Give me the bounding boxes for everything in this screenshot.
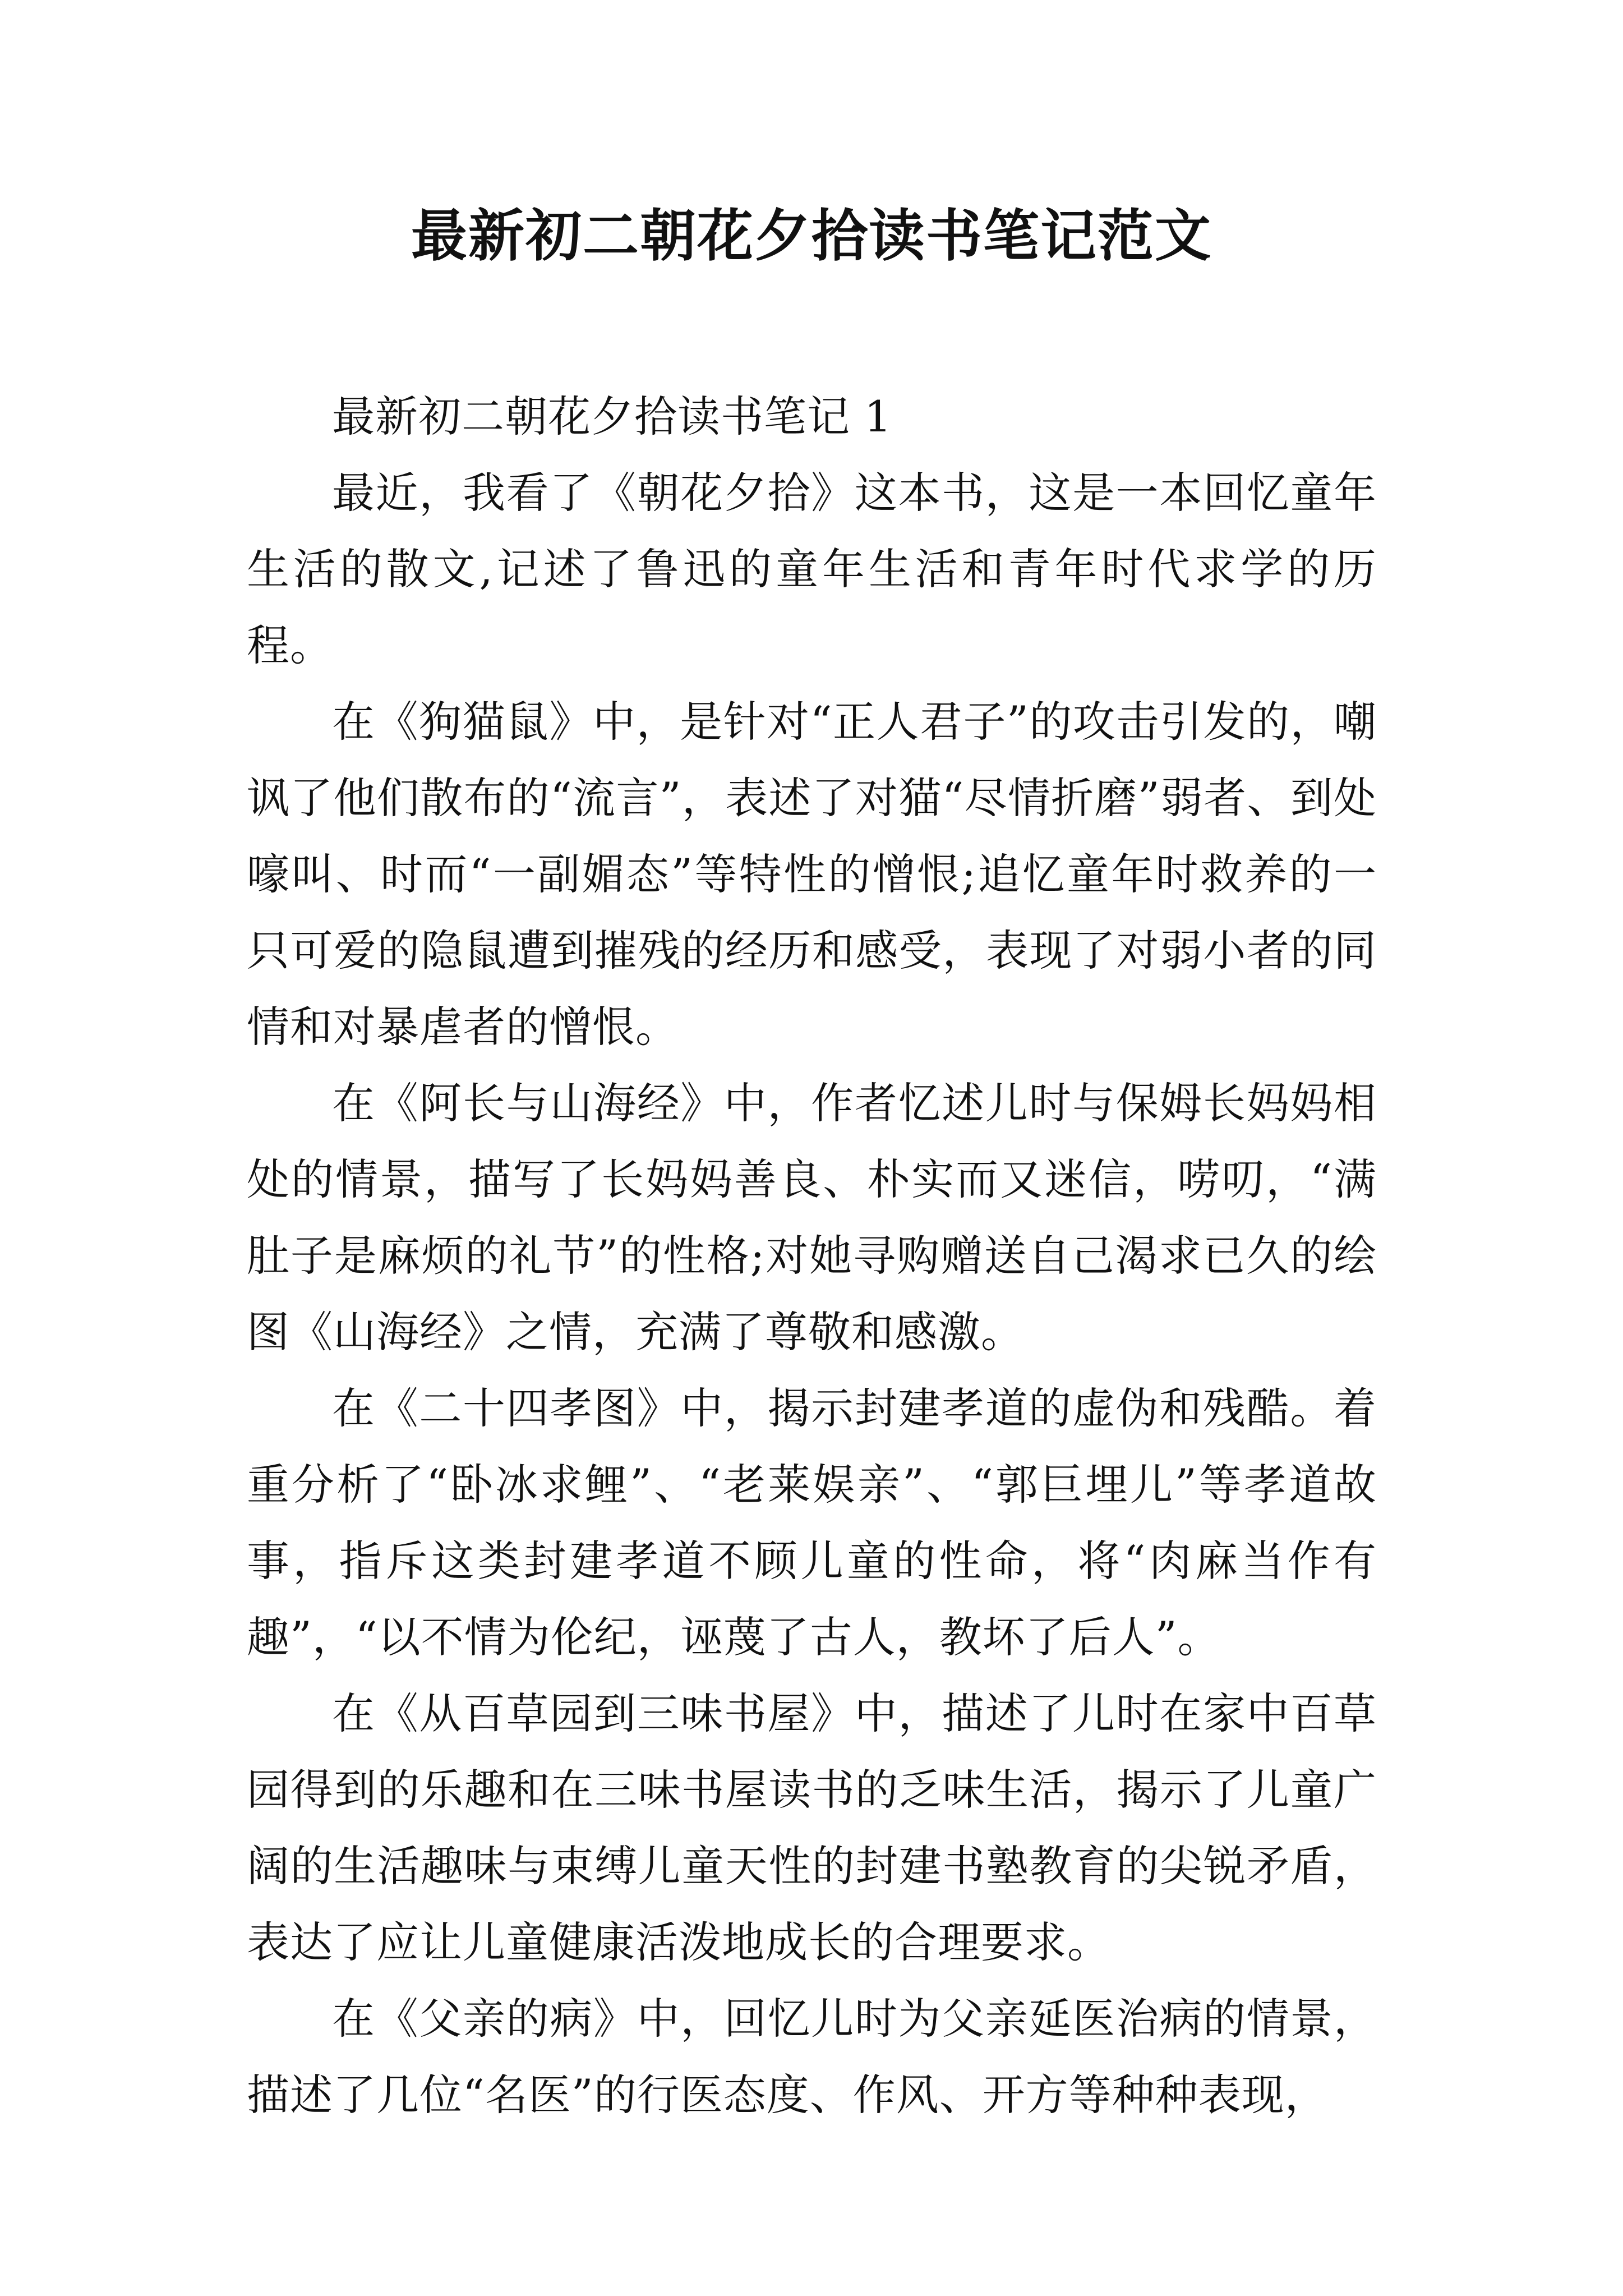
section-subheading: 最新初二朝花夕拾读书笔记 1 (332, 392, 892, 441)
body-paragraph: 在《二十四孝图》中，揭示封建孝道的虚伪和残酷。着重分析了“卧冰求鲤”、“老莱娱亲”、“郭巨埋儿”等孝道故事，指斥这类封建孝道不顾儿童的性命，将“肉麻当作有趣”，“以不情为伦纪，诬蔑了古人，教坏了后人”。 (247, 1383, 1377, 1662)
body-paragraph: 最近，我看了《朝花夕拾》这本书，这是一本回忆童年生活的散文,记述了鲁迅的童年生活和青年时代求学的历程。 (247, 468, 1377, 670)
body-paragraph: 在《父亲的病》中，回忆儿时为父亲延医治病的情景，描述了几位“名医”的行医态度、作风、开方等种种表现， (247, 1994, 1377, 2120)
body-paragraph: 在《从百草园到三味书屋》中，描述了儿时在家中百草园得到的乐趣和在三味书屋读书的乏味生活，揭示了儿童广阔的生活趣味与束缚儿童天性的封建书塾教育的尖锐矛盾，表达了应让儿童健康活泼地成长的合理要求。 (247, 1688, 1377, 1967)
document-body (247, 379, 1377, 2133)
document-title: 最新初二朝花夕拾读书笔记范文 (411, 203, 1212, 269)
body-paragraph: 在《狗猫鼠》中，是针对“正人君子”的攻击引发的，嘲讽了他们散布的“流言”，表述了对猫“尽情折磨”弱者、到处嚎叫、时而“一副媚态”等特性的憎恨;追忆童年时救养的一只可爱的隐鼠遭到摧残的经历和感受，表现了对弱小者的同情和对暴虐者的憎恨。 (247, 697, 1377, 1052)
body-paragraph: 在《阿长与山海经》中，作者忆述儿时与保姆长妈妈相处的情景，描写了长妈妈善良、朴实而又迷信，唠叨，“满肚子是麻烦的礼节”的性格;对她寻购赠送自己渴求已久的绘图《山海经》之情，充满了尊敬和感激。 (247, 1078, 1377, 1357)
